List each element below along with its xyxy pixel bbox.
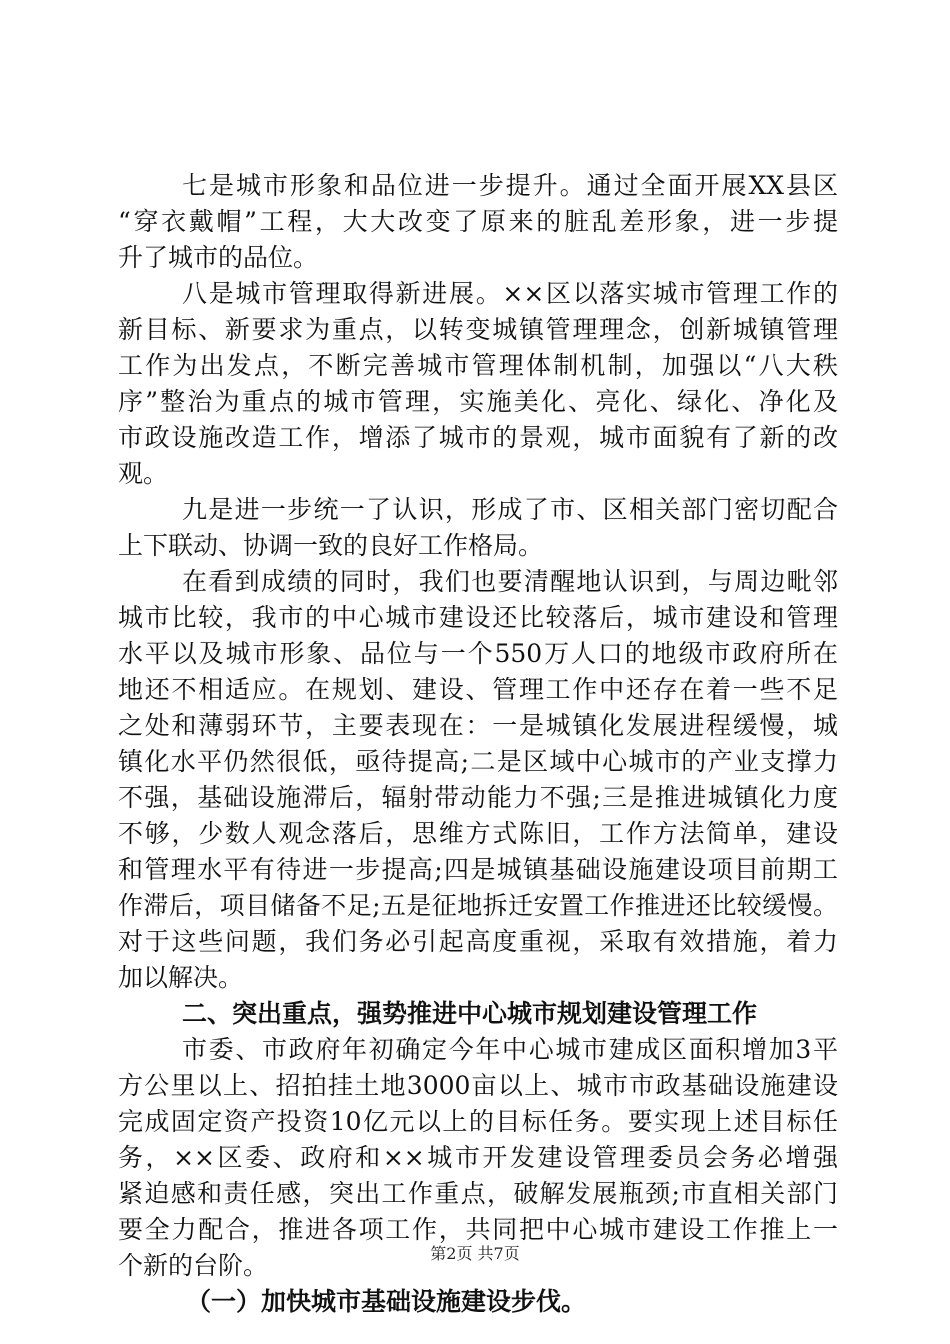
- paragraph-line: “穿衣戴帽”工程，大大改变了原来的脏乱差形象，进一步提: [118, 207, 838, 236]
- paragraph-line: 八是城市管理取得新进展。××区以落实城市管理工作的: [182, 279, 838, 308]
- paragraph-line: 观。: [118, 459, 169, 488]
- paragraph-line: 新目标、新要求为重点，以转变城镇管理理念，创新城镇管理: [118, 315, 838, 344]
- paragraph-line: 个新的台阶。: [118, 1251, 269, 1280]
- paragraph-line: 不强，基础设施滞后，辐射带动能力不强;三是推进城镇化力度: [118, 783, 838, 812]
- paragraph-line: 完成固定资产投资10亿元以上的目标任务。要实现上述目标任: [118, 1107, 838, 1136]
- paragraph-line: 序”整治为重点的城市管理，实施美化、亮化、绿化、净化及: [118, 387, 838, 416]
- paragraph-line: 在看到成绩的同时，我们也要清醒地认识到，与周边毗邻: [182, 567, 838, 596]
- paragraph-line: 九是进一步统一了认识，形成了市、区相关部门密切配合: [182, 495, 838, 524]
- paragraph-line: 升了城市的品位。: [118, 243, 319, 272]
- paragraph-line: 市委、市政府年初确定今年中心城市建成区面积增加3平: [182, 1035, 838, 1064]
- paragraph-line: 不够，少数人观念落后，思维方式陈旧，工作方法简单，建设: [118, 819, 838, 848]
- paragraph-line: 作滞后，项目储备不足;五是征地拆迁安置工作推进还比较缓慢。: [118, 891, 838, 920]
- paragraph-line: 紧迫感和责任感，突出工作重点，破解发展瓶颈;市直相关部门: [118, 1179, 838, 1208]
- paragraph-line: 工作为出发点，不断完善城市管理体制机制，加强以“八大秩: [118, 351, 838, 380]
- subsection-heading: （一）加快城市基础设施建设步伐。: [186, 1287, 587, 1316]
- paragraph-line: 和管理水平有待进一步提高;四是城镇基础设施建设项目前期工: [118, 855, 838, 884]
- paragraph-line: 方公里以上、招拍挂土地3000亩以上、城市市政基础设施建设: [118, 1071, 838, 1100]
- paragraph-line: 地还不相适应。在规划、建设、管理工作中还存在着一些不足: [118, 675, 838, 704]
- paragraph-line: 务，××区委、政府和××城市开发建设管理委员会务必增强: [118, 1143, 838, 1172]
- paragraph-line: 镇化水平仍然很低，亟待提高;二是区域中心城市的产业支撑力: [118, 747, 838, 776]
- paragraph-line: 城市比较，我市的中心城市建设还比较落后，城市建设和管理: [118, 603, 838, 632]
- paragraph-line: 要全力配合，推进各项工作，共同把中心城市建设工作推上一: [118, 1215, 838, 1244]
- paragraph-line: 上下联动、协调一致的良好工作格局。: [118, 531, 544, 560]
- paragraph-line: 水平以及城市形象、品位与一个550万人口的地级市政府所在: [118, 639, 838, 668]
- page-number-footer: 第2页 共7页: [430, 1244, 520, 1263]
- paragraph-line: 加以解决。: [118, 963, 244, 992]
- paragraph-line: 之处和薄弱环节，主要表现在：一是城镇化发展进程缓慢，城: [118, 711, 838, 740]
- paragraph-line: 七是城市形象和品位进一步提升。通过全面开展XX县区: [182, 171, 838, 200]
- section-heading: 二、突出重点，强势推进中心城市规划建设管理工作: [182, 999, 758, 1028]
- paragraph-line: 市政设施改造工作，增添了城市的景观，城市面貌有了新的改: [118, 423, 838, 452]
- paragraph-line: 对于这些问题，我们务必引起高度重视，采取有效措施，着力: [118, 927, 838, 956]
